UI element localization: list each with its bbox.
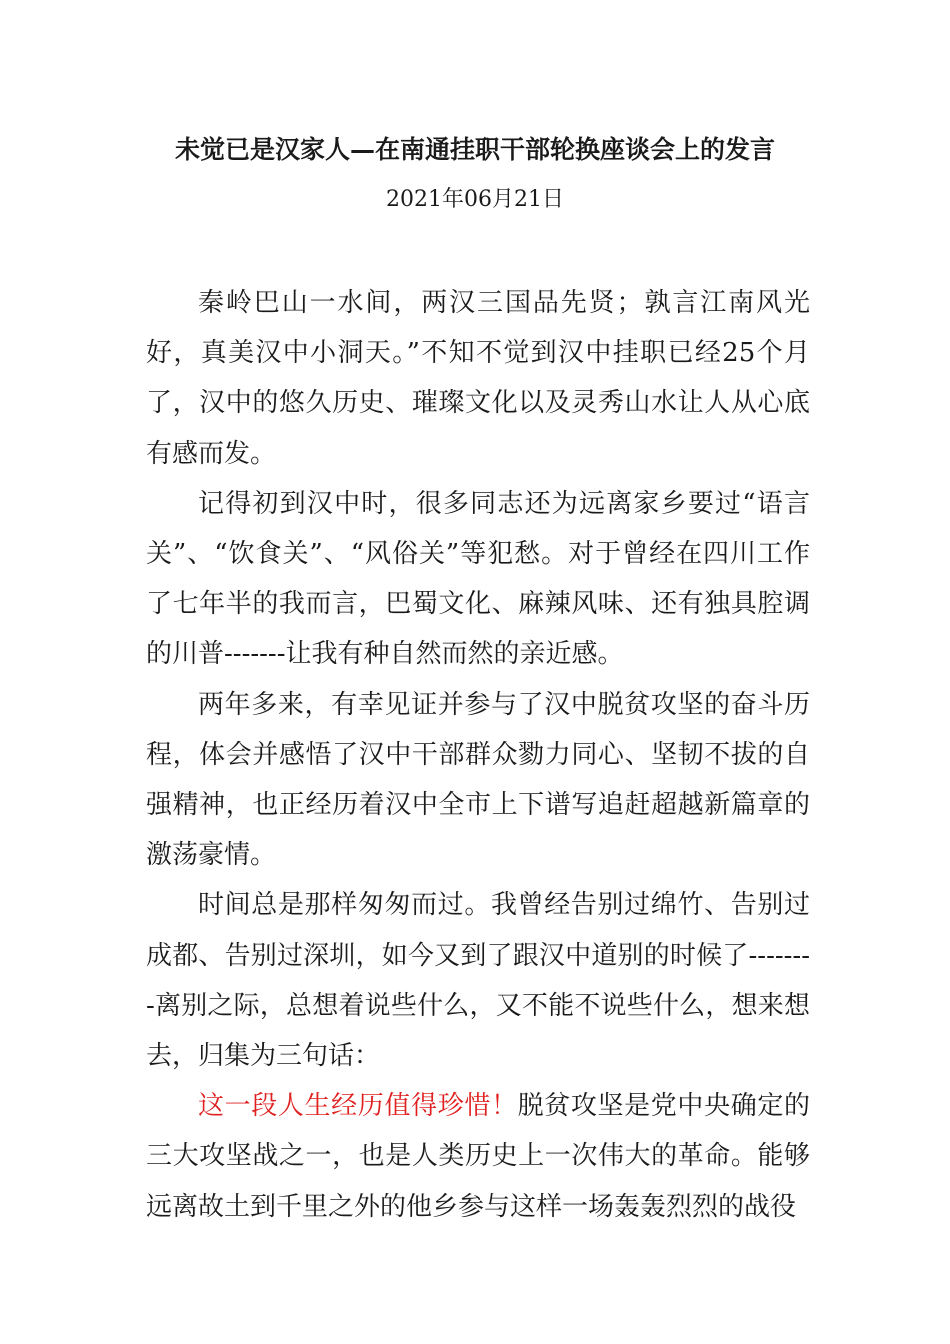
paragraph-1-text: 秦岭巴山一水间，两汉三国品先贤；孰言江南风光好，真美汉中小洞天。”不知不觉到汉中挂职已经25个月了，汉中的悠久历史、璀璨文化以及灵秀山水让人从心底有感而发。 bbox=[146, 288, 810, 469]
paragraph-2 bbox=[146, 479, 810, 680]
document-date: 2021年06月21日 bbox=[386, 187, 564, 212]
paragraph-4 bbox=[146, 880, 810, 1081]
paragraph-3 bbox=[146, 680, 810, 881]
document-body bbox=[146, 278, 810, 1232]
document-title: 未觉已是汉家人—在南通挂职干部轮换座谈会上的发言 bbox=[174, 135, 775, 164]
paragraph-5 bbox=[146, 1081, 810, 1232]
paragraph-5-highlight: 这一段人生经历值得珍惜！ bbox=[198, 1091, 518, 1122]
paragraph-2-text: 记得初到汉中时，很多同志还为远离家乡要过“语言关”、“饮食关”、“风俗关”等犯愁。对于曾经在四川工作了七年半的我而言，巴蜀文化、麻辣风味、还有独具腔调的川普-------让我有种自然而然的亲近感。 bbox=[146, 488, 810, 670]
paragraph-3-text: 两年多来，有幸见证并参与了汉中脱贫攻坚的奋斗历程，体会并感悟了汉中干部群众勠力同心、坚韧不拔的自强精神，也正经历着汉中全市上下谱写追赶超越新篇章的激荡豪情。 bbox=[146, 689, 810, 871]
paragraph-5-text: 脱贫攻坚是党中央确定的三大攻坚战之一，也是人类历史上一次伟大的革命。能够远离故土到千里之外的他乡参与这样一场轰轰烈烈的战役 bbox=[146, 1091, 810, 1222]
paragraph-1 bbox=[146, 278, 810, 479]
paragraph-4-text: 时间总是那样匆匆而过。我曾经告别过绵竹、告别过成都、告别过深圳，如今又到了跟汉中道别的时候了--------离别之际，总想着说些什么，又不能不说些什么，想来想去，归集为三句话： bbox=[146, 890, 810, 1072]
